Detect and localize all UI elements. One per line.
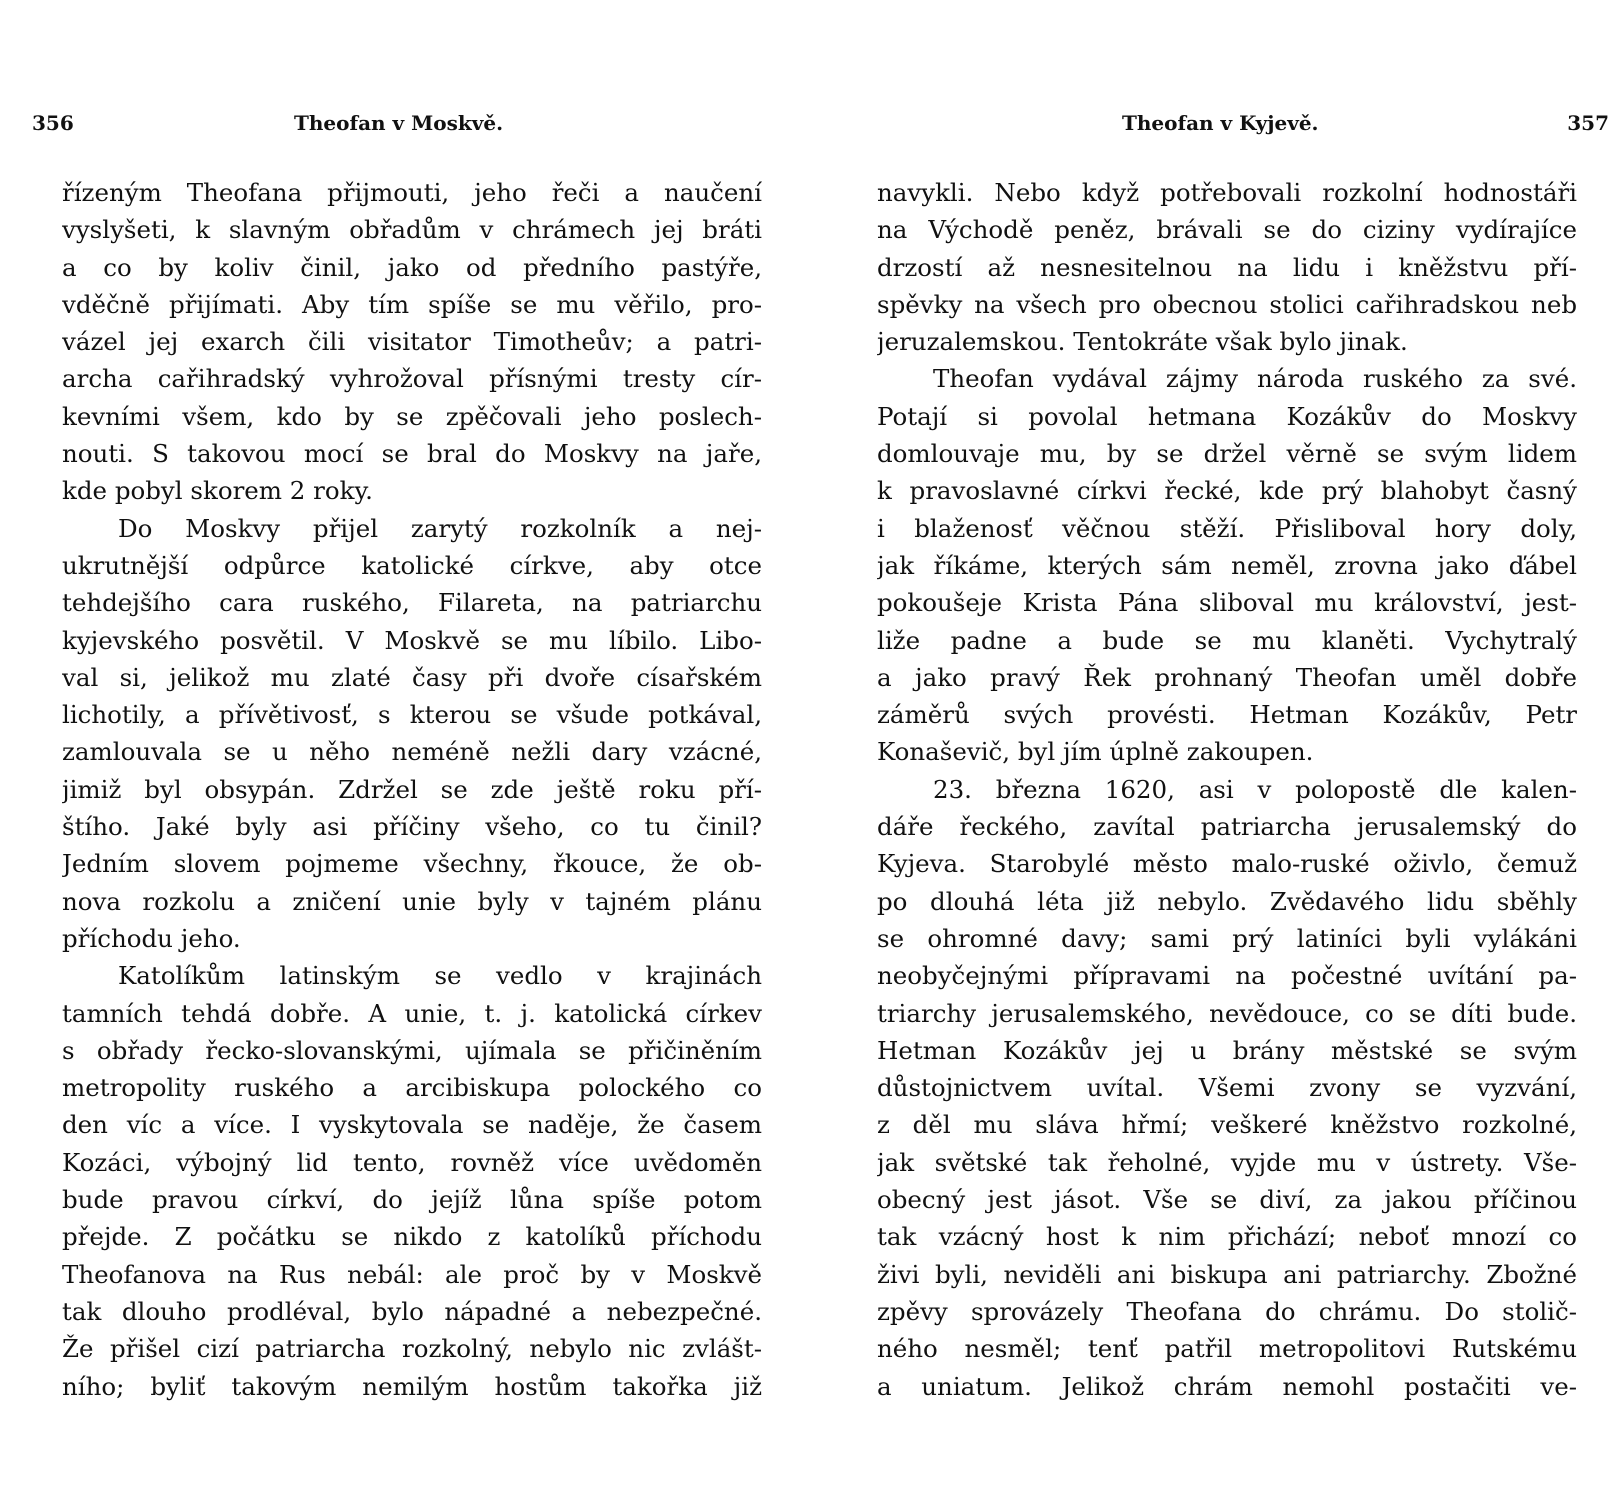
text-line: záměrů svých provésti. Hetman Kozákův, Petr [877,700,1577,730]
text-line: obecný jest jásot. Vše se diví, za jakou příčinou [877,1185,1577,1215]
left-running-title: Theofan v Moskvě. [294,111,504,135]
text-line: tak dlouho prodléval, bylo nápadné a nebezpečné. [62,1296,762,1326]
text-line: kde pobyl skorem 2 roky. [62,476,373,506]
text-line: nouti. S takovou mocí se bral do Moskvy na jaře, [62,439,762,469]
text-line: tamních tehdá dobře. A unie, t. j. katolická církev [62,998,762,1028]
text-line: liže padne a bude se mu klaněti. Vychytralý [877,625,1577,655]
text-line: vyslyšeti, k slavným obřadům v chrámech jej bráti [62,215,762,245]
text-line: zpěvy sprovázely Theofana do chrámu. Do stolič- [877,1296,1577,1326]
text-line: zamlouvala se u něho neméně nežli dary vzácné, [62,737,762,767]
text-line: štího. Jaké byly asi příčiny všeho, co tu činil? [62,812,762,842]
text-line: den víc a více. I vyskytovala se naděje, že časem [62,1110,762,1140]
text-line: Do Moskvy přijel zarytý rozkolník a nej- [118,513,762,543]
text-line: Hetman Kozákův jej u brány městské se svým [877,1035,1577,1065]
text-line: ukrutnější odpůrce katolické církve, aby otce [62,550,762,580]
right-running-title: Theofan v Kyjevě. [1122,111,1319,135]
text-line: lichotily, a přívětivosť, s kterou se všude potkával, [62,700,762,730]
text-line: a jako pravý Řek prohnaný Theofan uměl dobře [877,662,1577,692]
text-line: po dlouhá léta již nebylo. Zvědavého lidu sběhly [877,886,1577,916]
text-line: jimiž byl obsypán. Zdržel se zde ještě roku pří- [62,774,762,804]
text-line: Kozáci, výbojný lid tento, rovněž více uvědoměn [62,1147,762,1177]
left-page-number: 356 [32,111,74,135]
text-line: nova rozkolu a zničení unie byly v tajném plánu [62,886,762,916]
text-line: dáře řeckého, zavítal patriarcha jerusalemský do [877,812,1577,842]
left-page-text [62,174,762,1405]
text-line: vázel jej exarch čili visitator Timotheův; a patri- [62,327,762,357]
text-line: 23. března 1620, asi v polopostě dle kalen- [933,774,1577,804]
text-line: k pravoslavné církvi řecké, kde prý blahobyt časný [877,476,1577,506]
text-line: tehdejšího cara ruského, Filareta, na patriarchu [62,588,762,618]
text-line: Katolíkům latinským se vedlo v krajinách [118,961,762,991]
text-line: Konaševič, byl jím úplně zakoupen. [877,737,1314,767]
text-line: Jedním slovem pojmeme všechny, řkouce, že ob- [62,849,762,879]
text-line: kyjevského posvětil. V Moskvě se mu líbilo. Libo- [62,625,762,655]
text-line: navykli. Nebo když potřebovali rozkolní hodnostáři [877,178,1577,207]
text-line: kevními všem, kdo by se zpěčovali jeho poslech- [62,401,762,431]
text-line: val si, jelikož mu zlaté časy při dvoře císařském [62,662,762,692]
text-line: příchodu jeho. [62,923,241,953]
text-line: Theofan vydával zájmy národa ruského za své. [933,364,1577,394]
text-line: drzostí až nesnesitelnou na lidu i kněžstvu pří- [877,252,1577,282]
text-line: spěvky na všech pro obecnou stolici cařihradskou neb [877,289,1577,319]
text-line: ného nesměl; tenť patřil metropolitovi Rutskému [877,1334,1577,1364]
text-line: řízeným Theofana přijmouti, jeho řeči a naučení [62,178,762,207]
text-line: tak vzácný host k nim přichází; neboť mnozí co [877,1222,1577,1252]
left-running-head [32,108,762,138]
text-line: archa cařihradský vyhrožoval přísnými tresty cír- [62,364,762,394]
text-line: na Východě peněz, brávali se do ciziny vydírajíce [877,215,1577,245]
text-line: vděčně přijímati. Aby tím spíše se mu věřilo, pro- [62,289,762,319]
text-line: s obřady řecko-slovanskými, ujímala se přičiněním [62,1035,762,1065]
text-line: jeruzalemskou. Tentokráte však bylo jinak. [877,327,1408,357]
right-page-text [877,174,1577,1405]
text-line: metropolity ruského a arcibiskupa polockého co [62,1073,762,1103]
text-line: přejde. Z počátku se nikdo z katolíků příchodu [62,1222,762,1252]
text-line: domlouvaje mu, by se držel věrně se svým lidem [877,439,1577,469]
text-line: i blaženosť věčnou stěží. Přisliboval hory doly, [877,513,1577,543]
text-line: ního; byliť takovým nemilým hostům takořka již [62,1371,762,1401]
text-line: pokoušeje Krista Pána sliboval mu království, jest- [877,588,1577,618]
text-line: Kyjeva. Starobylé město malo-ruské oživlo, čemuž [877,849,1577,879]
right-page-number: 357 [1567,111,1609,135]
text-line: a uniatum. Jelikož chrám nemohl postačiti ve- [877,1371,1577,1401]
text-line: jak říkáme, kterých sám neměl, zrovna jako ďábel [877,550,1577,580]
text-line: z děl mu sláva hřmí; veškeré kněžstvo rozkolné, [877,1110,1577,1140]
text-line: triarchy jerusalemského, nevědouce, co se díti bude. [877,998,1577,1028]
text-line: Potají si povolal hetmana Kozákův do Moskvy [877,401,1577,431]
text-line: neobyčejnými přípravami na počestné uvítání pa- [877,961,1577,991]
text-line: jak světské tak řeholné, vyjde mu v ústrety. Vše- [877,1147,1577,1177]
text-line: živi byli, neviděli ani biskupa ani patriarchy. Zbožné [877,1259,1577,1289]
text-line: Theofanova na Rus nebál: ale proč by v Moskvě [62,1259,762,1289]
right-running-head [877,108,1609,138]
text-line: bude pravou církví, do jejíž lůna spíše potom [62,1185,762,1215]
text-line: a co by koliv činil, jako od předního pastýře, [62,252,762,282]
text-line: se ohromné davy; sami prý latiníci byli vylákáni [877,923,1577,953]
text-line: důstojnictvem uvítal. Všemi zvony se vyzvání, [877,1073,1577,1103]
text-line: Že přišel cizí patriarcha rozkolný, nebylo nic zvlášt- [62,1334,762,1364]
